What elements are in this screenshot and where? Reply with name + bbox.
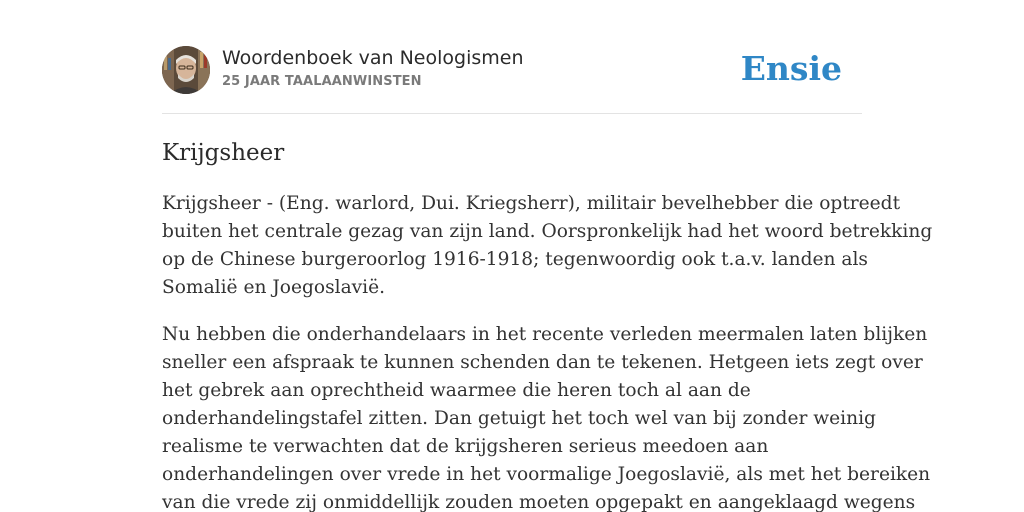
- paragraph-line: van die vrede zij onmiddellijk zouden moeten opgepakt en aangeklaagd wegens: [162, 492, 916, 512]
- entry-body: [162, 190, 933, 512]
- paragraph-line: sneller een afspraak te kunnen schenden dan te tekenen. Hetgeen iets zegt over: [162, 352, 923, 373]
- paragraph-line: onderhandelingstafel zitten. Dan getuigt het toch wel van bij zonder weinig: [162, 408, 876, 429]
- paragraph-line: realisme te verwachten dat de krijgsheren serieus meedoen aan: [162, 436, 769, 457]
- paragraph-line: op de Chinese burgeroorlog 1916-1918; tegenwoordig ook t.a.v. landen als: [162, 249, 868, 270]
- header: [162, 46, 862, 96]
- entry-title: Krijgsheer: [162, 140, 285, 166]
- paragraph-line: buiten het centrale gezag van zijn land. Oorspronkelijk had het woord betrekking: [162, 221, 933, 242]
- paragraph-line: het gebrek aan oprechtheid waarmee die heren toch al aan de: [162, 380, 751, 401]
- paragraph-2: [162, 321, 931, 512]
- paragraph-line: Krijgsheer - (Eng. warlord, Dui. Kriegsherr), militair bevelhebber die optreedt: [162, 193, 901, 214]
- paragraph-line: Somalië en Joegoslavië.: [162, 277, 386, 298]
- header-divider: [162, 113, 862, 114]
- paragraph-line: onderhandelingen over vrede in het voormalige Joegoslavië, als met het bereiken: [162, 464, 931, 485]
- author-avatar[interactable]: [162, 46, 210, 94]
- paragraph-line: Nu hebben die onderhandelaars in het recente verleden meermalen laten blijken: [162, 324, 928, 345]
- paragraph-1: [162, 190, 933, 302]
- author-name[interactable]: Woordenboek van Neologismen: [222, 47, 524, 69]
- avatar-photo-icon: [162, 46, 210, 94]
- brand-logo[interactable]: Ensie: [740, 49, 842, 88]
- author-subtitle: 25 JAAR TAALAANWINSTEN: [222, 74, 422, 89]
